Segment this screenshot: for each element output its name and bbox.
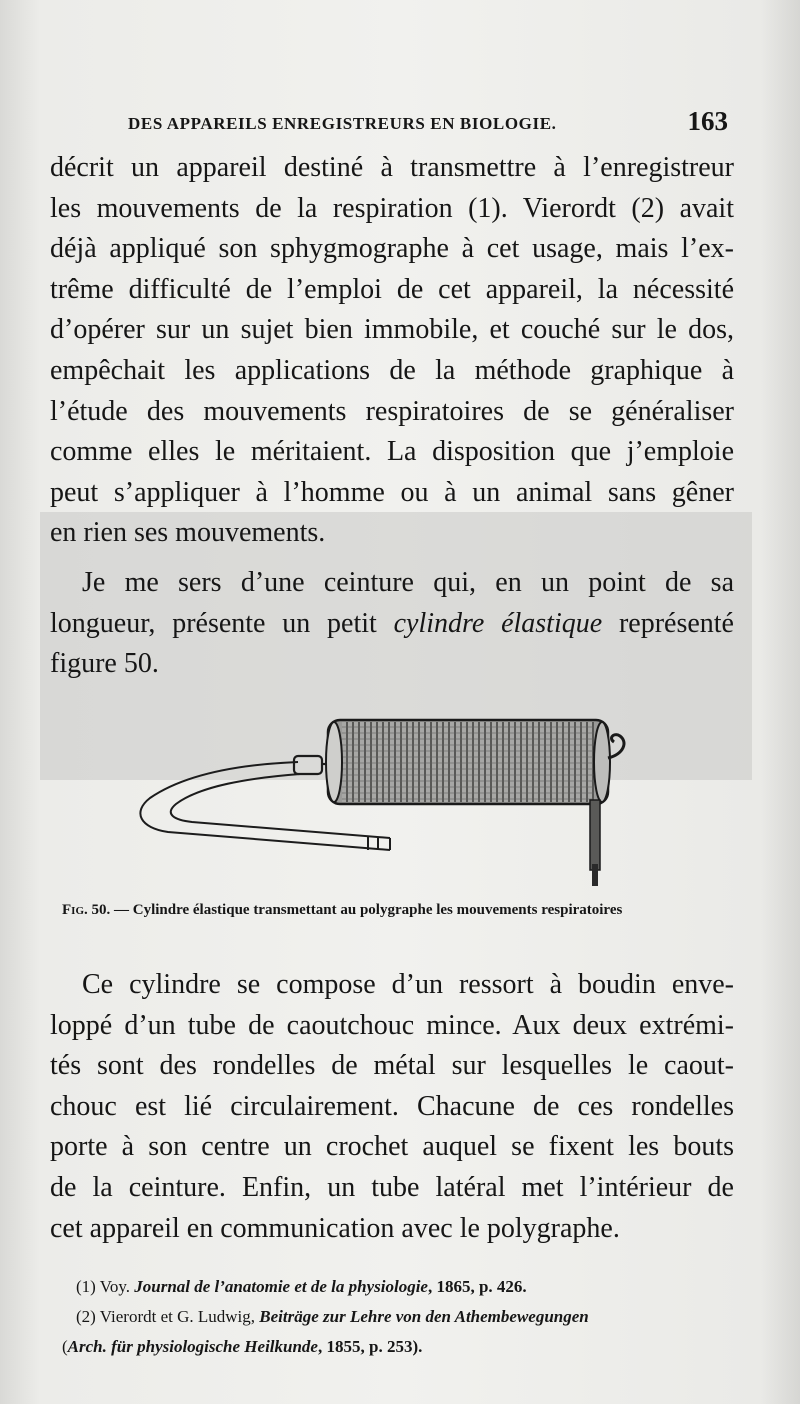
footnote-2 bbox=[62, 1302, 752, 1332]
lateral-tube bbox=[590, 800, 600, 886]
text-line: les mouvements de la respiration (1). Vierordt (2) avait bbox=[50, 192, 734, 224]
page-number: 163 bbox=[687, 106, 728, 136]
running-title: DES APPAREILS ENREGISTREURS EN BIOLOGIE. bbox=[128, 114, 557, 133]
text-line: chouc est lié circulairement. Chacune de ces rondelles bbox=[50, 1090, 734, 1122]
footnote-2-continued bbox=[62, 1332, 752, 1362]
text-line: d’opérer sur un sujet bien immobile, et couché sur le dos, bbox=[50, 314, 734, 346]
figure-elastic-cylinder bbox=[128, 712, 658, 894]
text-run: représenté bbox=[602, 607, 734, 639]
footnote-text: , 1855, p. 253). bbox=[317, 1337, 423, 1356]
paragraph-2 bbox=[50, 563, 734, 685]
footnote-1 bbox=[62, 1272, 752, 1302]
cylinder-body bbox=[326, 720, 610, 804]
footnote-archive: Arch. für physiologische Heilkunde bbox=[67, 1337, 318, 1356]
italic-term: cylindre élastique bbox=[393, 607, 603, 639]
footnote-journal: Journal de l’anatomie et de la physiologie bbox=[134, 1277, 428, 1296]
footnote-text: , 1865, p. 426. bbox=[427, 1277, 527, 1296]
text-line: peut s’appliquer à l’homme ou à un animal sans gêner bbox=[50, 476, 734, 508]
paragraph-1 bbox=[50, 148, 734, 554]
caption-text: — Cylindre élastique transmettant au polygraphe les mouvements respiratoires bbox=[110, 902, 623, 918]
text-line: Ce cylindre se compose d’un ressort à boudin enve- bbox=[82, 969, 734, 1000]
footnote-text: ( bbox=[62, 1337, 68, 1356]
footnote-text: (1) Voy. bbox=[76, 1277, 135, 1296]
text-line: décrit un appareil destiné à transmettre à l’enregistreur bbox=[50, 152, 734, 183]
figure-caption bbox=[62, 902, 742, 919]
text-line: tés sont des rondelles de métal sur lesquelles le caout- bbox=[50, 1050, 734, 1082]
text-line: loppé d’un tube de caoutchouc mince. Aux deux extrémi- bbox=[50, 1009, 734, 1041]
text-line: déjà appliqué son sphygmographe à cet usage, mais l’ex- bbox=[50, 233, 734, 265]
figure-label: Fig. 50. bbox=[62, 902, 111, 918]
text-line-with-italic bbox=[50, 604, 734, 645]
text-line: Je me sers d’une ceinture qui, en un point de sa bbox=[82, 567, 734, 598]
text-run: longueur, présente un petit bbox=[50, 607, 394, 639]
text-line: en rien ses mouvements. bbox=[50, 517, 326, 549]
text-line: de la ceinture. Enfin, un tube latéral met l’intérieur de bbox=[50, 1171, 734, 1203]
end-clasp bbox=[294, 756, 328, 774]
text-line: comme elles le méritaient. La disposition que j’emploie bbox=[50, 436, 734, 468]
footnotes bbox=[62, 1272, 752, 1362]
text-line: figure 50. bbox=[50, 648, 159, 680]
text-line: cet appareil en communication avec le polygraphe. bbox=[50, 1212, 620, 1244]
text-line: trême difficulté de l’emploi de cet appareil, la nécessité bbox=[50, 273, 734, 305]
text-line: l’étude des mouvements respiratoires de se généraliser bbox=[50, 395, 734, 427]
footnote-text: (2) Vierordt et G. Ludwig, bbox=[76, 1307, 260, 1326]
footnote-title: Beiträge zur Lehre von den Athembewegungen bbox=[259, 1307, 589, 1326]
paragraph-3 bbox=[50, 965, 734, 1249]
text-line: porte à son centre un crochet auquel se fixent les bouts bbox=[50, 1131, 734, 1163]
text-line: empêchait les applications de la méthode graphique à bbox=[50, 354, 734, 386]
page-header bbox=[128, 106, 728, 140]
